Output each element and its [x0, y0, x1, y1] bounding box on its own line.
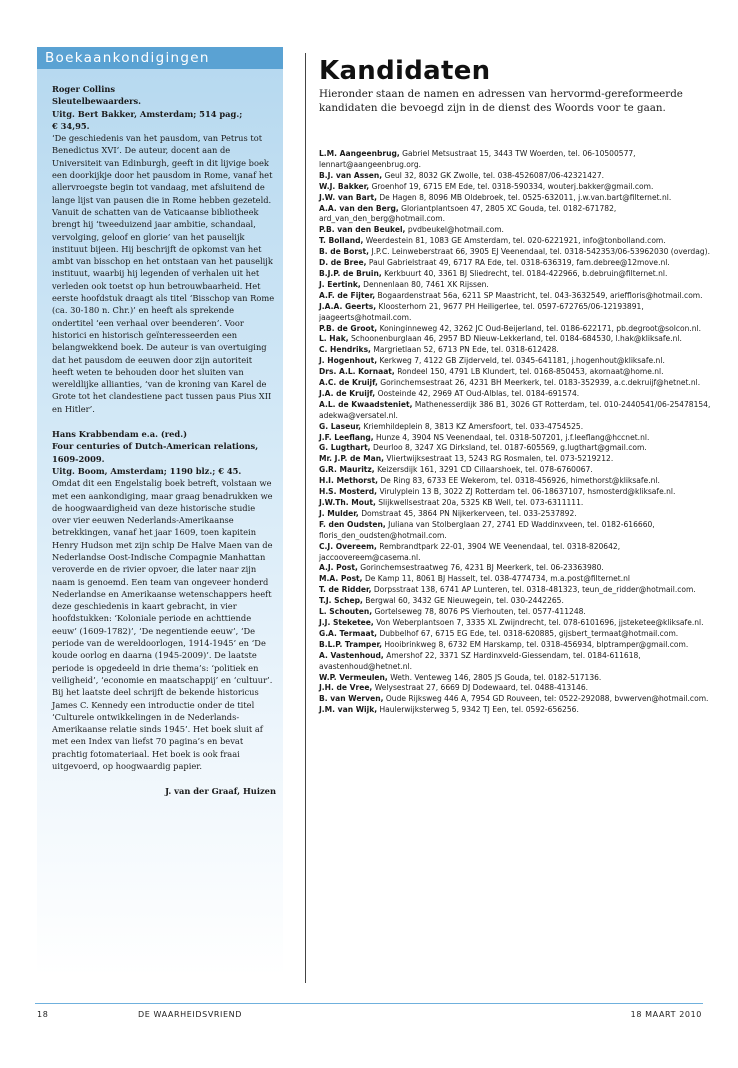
- candidate-details: Amershof 22, 3371 SZ Hardinxveld-Giessendam, tel. 0184-611618, avastenhoud@hetnet.nl.: [319, 650, 641, 671]
- book1-description: ‘De geschiedenis van het pausdom, van Petrus tot Benedictus XVI’. De auteur, docent aan de Universiteit van Edinburgh, geeft in dit lijvige boek een doorkijkje door het pausdom in Rome, vanaf het allervroegste begin tot vandaag, met afsluitend de lange lijst van pausen die in Rome hebben gezeteld. Vanuit de schatten van de Vaticaanse bibliotheek brengt hij ‘tweeduizend jaar ambitie, schandaal, vervolging, geloof en glorie’ van het pauselijk instituut bijeen. Hij beschrijft de opkomst van het ambt van bisschop en het ontstaan van het pauselijk instituut, waarbij hij legenden of verhalen uit het verleden ook toetst op hun betrouwbaarheid. Het eerste hoofdstuk draagt als titel ‘Bisschop van Rome (ca. 30-180 n. Chr.)’ en heeft als sprekende ondertitel ‘een verhaal over beenderen’. Voor historici en historisch geïnteresseerden een belangwekkend boek. De auteur is van overtuiging dat het pausdom de eeuwen door zijn autoriteit heeft weten te behouden door het sluiten van wereldlijke allianties, ‘van de kroning van Karel de Grote tot het clandestiene pact tussen paus Pius XII en Hitler’.: [52, 133, 275, 414]
- candidate-name: D. de Bree,: [319, 258, 367, 268]
- intro-text: Hieronder staan de namen en adressen van hervormd-gereformeerde kandidaten die bevoegd zijn in de dienst des Woords voor te gaan.: [319, 88, 683, 114]
- candidate-details: Vliertwijksestraat 13, 5243 RG Rosmalen, tel. 073-5219212.: [386, 454, 614, 464]
- candidate-entry: [319, 694, 711, 705]
- candidate-entry: [319, 389, 711, 400]
- candidate-details: Schoonenburglaan 46, 2957 BD Nieuw-Lekkerland, tel. 0184-684530, l.hak@kliksafe.nl.: [351, 334, 682, 344]
- candidate-entry: [319, 542, 711, 564]
- candidate-entry: [319, 171, 711, 182]
- candidate-name: J.A. de Kruijf,: [319, 388, 376, 398]
- candidate-details: Keizersdijk 161, 3291 CD Cillaarshoek, tel. 078-6760067.: [377, 465, 593, 475]
- candidate-name: J.W.Th. Mout,: [319, 498, 376, 507]
- candidate-details: Gorinchemsestraat 26, 4231 BH Meerkerk, tel. 0183-352939, a.c.dekruijf@hetnet.nl.: [380, 378, 701, 388]
- candidate-details: pvdbeukel@hotmail.com.: [407, 225, 504, 235]
- candidate-list: [319, 149, 711, 716]
- candidate-name: J. Mulder,: [319, 508, 359, 518]
- candidate-name: A.A. van den Berg,: [319, 203, 399, 213]
- candidate-entry: [319, 433, 711, 444]
- book1-publisher: Uitg. Bert Bakker, Amsterdam; 514 pag.;: [52, 108, 243, 119]
- candidate-name: B.L.P. Tramper,: [319, 639, 382, 649]
- candidate-name: L.M. Aangeenbrug,: [319, 149, 400, 158]
- candidate-entry: [319, 345, 711, 356]
- candidate-details: Geul 32, 8032 GK Zwolle, tel. 038-4526087/06-42321427.: [384, 170, 605, 180]
- candidate-name: A.J. Post,: [319, 563, 358, 573]
- candidate-entry: [319, 291, 711, 302]
- candidate-name: Drs. A.L. Kornaat,: [319, 367, 395, 377]
- candidate-details: Slijkwellsestraat 20a, 5325 KB Well, tel. 073-6311111.: [378, 498, 584, 507]
- candidate-entry: [319, 225, 711, 236]
- candidate-entry: [319, 705, 711, 716]
- column-divider: [305, 53, 306, 983]
- candidate-entry: [319, 498, 711, 509]
- candidate-name: M.A. Post,: [319, 574, 363, 584]
- candidate-details: De Hagen 8, 8096 MB Oldebroek, tel. 0525-632011, j.w.van.bart@filternet.nl.: [379, 192, 672, 202]
- candidate-entry: [319, 476, 711, 487]
- book2-title: Four centuries of Dutch-American relations, 1609-2009.: [52, 441, 259, 464]
- candidate-name: C. Hendriks,: [319, 345, 371, 355]
- sidebar-body: [52, 83, 276, 798]
- candidate-entry: [319, 465, 711, 476]
- candidate-entry: [319, 487, 711, 498]
- candidate-name: H.S. Mosterd,: [319, 487, 378, 497]
- candidate-entry: [319, 400, 711, 422]
- candidate-name: G. Laseur,: [319, 421, 362, 431]
- book2-author: Hans Krabbendam e.a. (red.): [52, 429, 188, 440]
- candidate-details: Groenhof 19, 6715 EM Ede, tel. 0318-590334, wouterj.bakker@gmail.com.: [371, 181, 654, 191]
- candidate-entry: [319, 640, 711, 651]
- candidate-details: Dorpsstraat 138, 6741 AP Lunteren, tel. 0318-481323, teun_de_ridder@hotmail.com.: [373, 585, 696, 595]
- reviewer-signature: J. van der Graaf, Huizen: [165, 786, 276, 797]
- candidate-name: A. Vastenhoud,: [319, 650, 384, 660]
- book-announcements-sidebar: [37, 47, 283, 977]
- candidate-name: J.A.A. Geerts,: [319, 301, 377, 311]
- candidate-details: Weth. Venteweg 146, 2805 JS Gouda, tel. 0182-517136.: [390, 672, 602, 682]
- candidate-name: J.H. de Vree,: [319, 683, 373, 693]
- candidate-details: Mathenesserdijk 386 B1, 3026 GT Rotterdam, tel. 010-2440541/06-25478154, adekwa@versatel.nl.: [319, 399, 711, 420]
- candidate-name: J.W. van Bart,: [319, 192, 377, 202]
- candidate-details: Kerkweg 7, 4122 GB Zijderveld, tel. 0345-641181, j.hogenhout@kliksafe.nl.: [379, 356, 665, 366]
- candidate-entry: [319, 280, 711, 291]
- candidate-name: L. Schouten,: [319, 607, 373, 617]
- footer-rule: [35, 1003, 703, 1004]
- candidate-details: Rondeel 150, 4791 LB Klundert, tel. 0168-850453, akornaat@home.nl.: [397, 367, 664, 377]
- candidate-details: Paul Gabrielstraat 49, 6717 RA Ede, tel. 0318-636319, fam.debree@12move.nl.: [368, 258, 670, 268]
- candidate-name: T. Bolland,: [319, 236, 364, 246]
- spacer: [52, 415, 276, 428]
- candidate-details: Bergwal 60, 3432 GE Nieuwegein, tel. 030-2442265.: [365, 596, 564, 606]
- candidate-entry: [319, 367, 711, 378]
- candidate-entry: [319, 302, 711, 324]
- candidate-name: A.C. de Kruijf,: [319, 378, 378, 388]
- candidate-details: Gabriel Metsustraat 15, 3443 TW Woerden, tel. 06-10500577, lennart@aangeenbrug.org.: [319, 149, 636, 169]
- candidate-name: L. Hak,: [319, 334, 349, 344]
- candidate-details: Kerkbuurt 40, 3361 BJ Sliedrecht, tel. 0184-422966, b.debruin@filternet.nl.: [384, 268, 668, 278]
- candidate-entry: [319, 509, 711, 520]
- candidate-details: Dennenlaan 80, 7461 XK Rijssen.: [363, 279, 489, 289]
- candidate-name: G.R. Mauritz,: [319, 465, 375, 475]
- candidate-name: T. de Ridder,: [319, 585, 372, 595]
- candidate-name: B. de Borst,: [319, 247, 370, 257]
- candidate-entry: [319, 629, 711, 640]
- candidate-entry: [319, 247, 711, 258]
- candidate-details: Gloriantplantsoen 47, 2805 XC Gouda, tel. 0182-671782, ard_van_den_berg@hotmail.com.: [319, 203, 617, 224]
- candidate-entry: [319, 182, 711, 193]
- magazine-name: DE WAARHEIDSVRIEND: [138, 1010, 243, 1019]
- candidate-entry: [319, 204, 711, 226]
- candidate-details: Virulyplein 13 B, 3022 ZJ Rotterdam tel. 06-18637107, hsmosterd@kliksafe.nl.: [379, 487, 676, 497]
- candidate-name: J. Hogenhout,: [319, 356, 378, 366]
- candidate-name: J.J. Steketee,: [319, 617, 374, 627]
- sidebar-title: Boekaankondigingen: [37, 47, 283, 69]
- candidate-entry: [319, 651, 711, 673]
- candidate-details: Juliana van Stolberglaan 27, 2741 ED Waddinxveen, tel. 0182-616660, floris_den_oudsten@hotmail.com.: [319, 519, 655, 540]
- candidate-entry: [319, 269, 711, 280]
- candidate-name: Mr. J.P. de Man,: [319, 454, 384, 464]
- candidate-details: Rembrandtpark 22-01, 3904 WE Veenendaal, tel. 0318-820642, jaccoovereem@casema.nl.: [319, 541, 621, 562]
- candidate-name: G.A. Termaat,: [319, 628, 378, 638]
- candidate-entry: [319, 149, 711, 171]
- candidate-entry: [319, 520, 711, 542]
- book2-publisher: Uitg. Boom, Amsterdam; 1190 blz.; € 45.: [52, 465, 242, 476]
- book1-author: Roger Collins: [52, 84, 116, 94]
- candidate-details: Kloosterhorn 21, 9677 PH Heiligerlee, tel. 0597-672765/06-12193891, jaageerts@hotmail.com.: [319, 301, 644, 322]
- candidate-name: P.B. van den Beukel,: [319, 225, 406, 235]
- candidate-details: Weerdestein 81, 1083 GE Amsterdam, tel. 020-6221921, info@tonbolland.com.: [365, 236, 666, 246]
- candidate-details: Hunze 4, 3904 NS Veenendaal, tel. 0318-507201, j.f.leeflang@hccnet.nl.: [376, 432, 650, 442]
- candidate-entry: [319, 454, 711, 465]
- candidate-name: F. den Oudsten,: [319, 519, 386, 529]
- candidate-name: H.I. Methorst,: [319, 476, 378, 486]
- candidate-entry: [319, 607, 711, 618]
- candidate-entry: [319, 563, 711, 574]
- candidate-details: Kriemhildeplein 8, 3813 KZ Amersfoort, tel. 033-4754525.: [363, 421, 584, 431]
- candidate-entry: [319, 683, 711, 694]
- candidate-name: J.M. van Wijk,: [319, 705, 378, 715]
- issue-date: 18 MAART 2010: [630, 1010, 702, 1019]
- candidate-entry: [319, 422, 711, 433]
- candidate-entry: [319, 673, 711, 684]
- candidate-entry: [319, 585, 711, 596]
- candidate-details: Oude Rijksweg 446 A, 7954 GD Rouveen, tel: 0522-292088, bvwerven@hotmail.com.: [385, 694, 709, 704]
- candidate-name: B. van Werven,: [319, 694, 384, 704]
- candidate-entry: [319, 236, 711, 247]
- page-title: Kandidaten: [319, 56, 491, 86]
- candidate-name: W.P. Vermeulen,: [319, 672, 388, 682]
- candidate-entry: [319, 443, 711, 454]
- candidate-details: Oosteinde 42, 2969 AT Oud-Alblas, tel. 0184-691574.: [377, 388, 580, 398]
- candidate-entry: [319, 356, 711, 367]
- candidate-name: P.B. de Groot,: [319, 323, 378, 333]
- candidate-name: J. Eertink,: [319, 279, 361, 289]
- candidate-details: Domstraat 45, 3864 PN Nijkerkerveen, tel. 033-2537892.: [361, 508, 577, 518]
- candidate-details: De Ring 83, 6733 EE Wekerom, tel. 0318-456926, himethorst@kliksafe.nl.: [380, 476, 660, 486]
- candidate-details: Hooibrinkweg 8, 6732 EM Harskamp, tel. 0318-456934, blptramper@gmail.com.: [384, 639, 689, 649]
- candidate-entry: [319, 334, 711, 345]
- candidate-entry: [319, 324, 711, 335]
- book1-title: Sleutelbewaarders.: [52, 96, 142, 107]
- candidate-entry: [319, 574, 711, 585]
- candidate-name: W.J. Bakker,: [319, 181, 370, 191]
- candidate-details: Gorinchemsestraatweg 76, 4231 BJ Meerkerk, tel. 06-23363980.: [360, 563, 604, 573]
- candidate-details: Deurloo 8, 3247 XG Dirksland, tel. 0187-605569, g.lugthart@gmail.com.: [372, 443, 647, 453]
- candidate-details: Margrietlaan 52, 6713 PN Ede, tel. 0318-612428.: [373, 345, 559, 355]
- candidate-details: Bogaardenstraat 56a, 6211 SP Maastricht, tel. 043-3632549, arieffloris@hotmail.com.: [377, 290, 703, 300]
- candidate-details: De Kamp 11, 8061 BJ Hasselt, tel. 038-4774734, m.a.post@filternet.nl: [364, 574, 630, 584]
- candidate-name: B.J.P. de Bruin,: [319, 268, 382, 278]
- candidate-name: G. Lugthart,: [319, 443, 371, 453]
- book2-description: Omdat dit een Engelstalig boek betreft, volstaan we met een aankondiging, maar graag benadrukken we de hoogwaardigheid van deze historische studie over vier eeuwen Nederlands-Amerikaanse betrekkingen, vanaf het jaar 1609, toen kapitein Henry Hudson met zijn schip De Halve Maen van de Nederlandse Oost-Indische Compagnie Manhattan veroverde en de rivier opvoer, die later naar zijn naam is genoemd. Een team van ongeveer honderd Nederlandse en Amerikaanse wetenschappers heeft deze geschiedenis in kaart gebracht, in vier hoofdstukken: ‘Koloniale periode en achttiende eeuw’ (1609-1782)’, ‘De negentiende eeuw’, ‘De periode van de wereldoorlogen, 1914-1945’ en ‘De koude oorlog en daarna (1945-2009)’. De laatste periode is opgedeeld in drie thema’s: ‘politiek en veiligheid’, ‘economie en maatschappij’ en ‘cultuur’. Bij het laatste deel schrijft de bekende historicus James C. Kennedy een introductie onder de titel ‘Culturele ontwikkelingen in de Nederlands-Amerikaanse relatie sinds 1945’. Het boek sluit af met een Index van liefst 70 pagina’s en bevat prachtig fotomateriaal. Het boek is ook fraai uitgevoerd, op hoogwaardig papier.: [52, 478, 273, 772]
- candidate-details: Dubbelhof 67, 6715 EG Ede, tel. 0318-620885, gijsbert_termaat@hotmail.com.: [379, 628, 679, 638]
- candidate-name: A.L. de Kwaadsteniet,: [319, 399, 413, 409]
- spacer: [52, 772, 276, 785]
- candidate-details: Haulerwijksterweg 5, 9342 TJ Een, tel. 0592-656256.: [379, 705, 579, 715]
- candidate-name: T.J. Schep,: [319, 596, 363, 606]
- candidate-entry: [319, 596, 711, 607]
- candidate-entry: [319, 618, 711, 629]
- book1-price: € 34,95.: [52, 120, 90, 131]
- candidate-name: J.F. Leeflang,: [319, 432, 374, 442]
- candidate-details: Koninginneweg 42, 3262 JC Oud-Beijerland, tel. 0186-622171, pb.degroot@solcon.nl.: [379, 323, 702, 333]
- candidate-name: A.F. de Fijter,: [319, 290, 376, 300]
- candidate-entry: [319, 378, 711, 389]
- candidate-entry: [319, 193, 711, 204]
- candidate-entry: [319, 258, 711, 269]
- candidate-details: Welysestraat 27, 6669 DJ Dodewaard, tel. 0488-413146.: [374, 683, 589, 693]
- candidate-details: Von Weberplantsoen 7, 3335 XL Zwijndrecht, tel. 078-6101696, jjsteketee@kliksafe.nl.: [376, 617, 704, 627]
- candidate-details: Gortelseweg 78, 8076 PS Vierhouten, tel. 0577-411248.: [374, 607, 586, 617]
- page-number: 18: [37, 1010, 49, 1019]
- candidate-details: J.P.C. Leinweberstraat 66, 3905 EJ Veenendaal, tel. 0318-542353/06-53962030 (overdag).: [371, 247, 710, 257]
- candidate-name: C.J. Overeem,: [319, 541, 377, 551]
- candidate-name: B.J. van Assen,: [319, 170, 383, 180]
